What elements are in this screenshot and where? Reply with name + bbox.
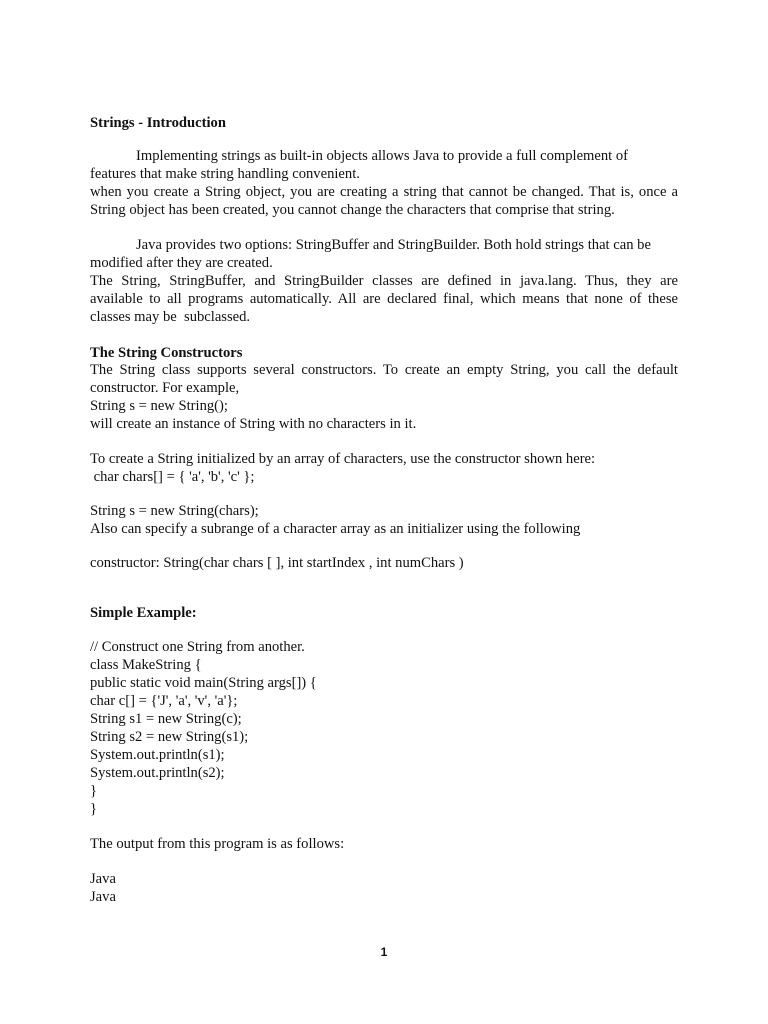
intro-paragraph-2-line-2: modified after they are created.: [90, 255, 273, 271]
intro-paragraph-2-line-3: The String, StringBuffer, and StringBuilder classes are defined in java.lang. Thus, they are: [90, 273, 678, 289]
code-line: String s2 = new String(s1);: [90, 729, 249, 745]
constructors-line-5: To create a String initialized by an array of characters, use the constructor shown here:: [90, 451, 596, 467]
intro-paragraph-2-line-5: classes may be subclassed.: [90, 309, 251, 325]
code-line: String s1 = new String(c);: [90, 711, 242, 727]
code-line: }: [90, 783, 98, 799]
intro-paragraph-1-line-4: String object has been created, you cannot change the characters that comprise that string.: [90, 202, 615, 218]
constructors-line-8: Also can specify a subrange of a character array as an initializer using the following: [90, 521, 581, 537]
intro-paragraph-1-line-2: features that make string handling convenient.: [90, 166, 360, 182]
constructors-heading: The String Constructors: [90, 345, 243, 361]
constructors-line-1: The String class supports several constructors. To create an empty String, you call the default: [90, 362, 678, 378]
page-number: 1: [380, 945, 388, 959]
output-line: Java: [90, 871, 116, 887]
constructors-line-4: will create an instance of String with no characters in it.: [90, 416, 417, 432]
code-line: // Construct one String from another.: [90, 639, 305, 655]
example-heading: Simple Example:: [90, 605, 197, 621]
output-intro: The output from this program is as follows:: [90, 836, 345, 852]
intro-paragraph-1-line-1: Implementing strings as built-in objects allows Java to provide a full complement of: [136, 148, 629, 164]
document-title: Strings - Introduction: [90, 115, 226, 131]
constructors-line-7: String s = new String(chars);: [90, 503, 259, 519]
output-line: Java: [90, 889, 116, 905]
constructors-line-3: String s = new String();: [90, 398, 228, 414]
constructors-line-6: char chars[] = { 'a', 'b', 'c' };: [90, 469, 255, 485]
intro-paragraph-2-line-4: available to all programs automatically. All are declared final, which means that none of these: [90, 291, 678, 307]
code-line: public static void main(String args[]) {: [90, 675, 317, 691]
code-line: char c[] = {'J', 'a', 'v', 'a'};: [90, 693, 238, 709]
code-line: System.out.println(s1);: [90, 747, 225, 763]
intro-paragraph-2-line-1: Java provides two options: StringBuffer and StringBuilder. Both hold strings that can be: [136, 237, 651, 253]
constructors-line-2: constructor. For example,: [90, 380, 240, 396]
intro-paragraph-1-line-3: when you create a String object, you are creating a string that cannot be changed. That is, once a: [90, 184, 678, 200]
code-line: class MakeString {: [90, 657, 202, 673]
code-line: System.out.println(s2);: [90, 765, 225, 781]
code-line: }: [90, 801, 98, 817]
constructors-line-9: constructor: String(char chars [ ], int startIndex , int numChars ): [90, 555, 464, 571]
